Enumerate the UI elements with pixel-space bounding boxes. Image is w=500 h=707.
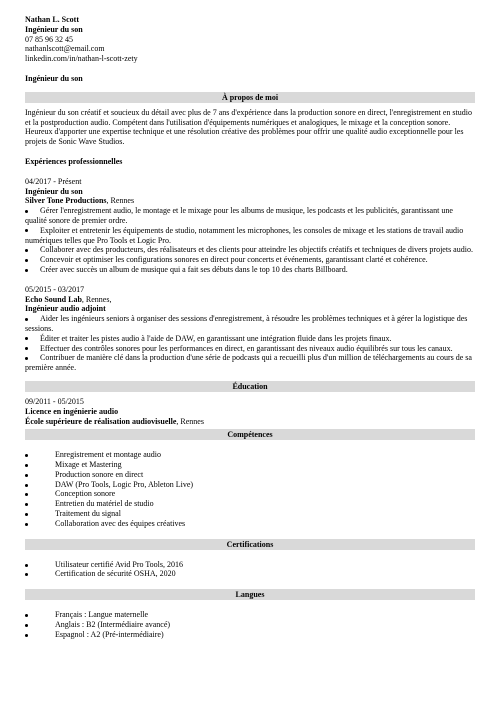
degree-name: Licence en ingénierie audio bbox=[25, 406, 119, 416]
language-item: Anglais : B2 (Intermédiaire avancé) bbox=[25, 620, 475, 630]
skill-item: Production sonore en direct bbox=[25, 470, 475, 480]
section-heading-experience: Expériences professionnelles bbox=[25, 156, 123, 166]
job-entry bbox=[25, 285, 475, 373]
duty-item: Collaborer avec des producteurs, des réalisateurs et des clients pour atteindre les objectifs créatifs et techniques de divers projets audio. bbox=[25, 245, 475, 255]
candidate-job-title: Ingénieur du son bbox=[25, 24, 83, 34]
bullet-icon bbox=[25, 249, 28, 252]
bullet-icon bbox=[25, 337, 28, 340]
duty-item: Concevoir et optimiser les configurations sonores en direct pour concerts et événements, garantissant clarté et cohérence. bbox=[25, 255, 475, 265]
section-heading-certifications: Certifications bbox=[25, 539, 475, 550]
bullet-icon bbox=[25, 474, 28, 477]
job-title: Ingénieur audio adjoint bbox=[25, 304, 106, 314]
duty-item: Exploiter et entretenir les équipements de studio, notamment les microphones, les consoles de mixage et les stations de travail audio numériques telles que Pro Tools et Logic Pro. bbox=[25, 225, 464, 245]
bullet-icon bbox=[25, 357, 28, 360]
duty-item: Contribuer de manière clé dans la production d'une série de podcasts qui a recueilli plus d'un million de téléchargements au cours de sa première année. bbox=[25, 353, 472, 373]
bullet-icon bbox=[25, 573, 28, 576]
bullet-icon bbox=[25, 229, 28, 232]
job-dates: 05/2015 - 03/2017 bbox=[25, 284, 85, 294]
bullet-icon bbox=[25, 493, 28, 496]
job-duties-list bbox=[25, 206, 475, 275]
bullet-icon bbox=[25, 523, 28, 526]
bullet-icon bbox=[25, 347, 28, 350]
contact-header bbox=[25, 15, 475, 64]
company-name: Silver Tone Productions bbox=[25, 196, 107, 206]
job-entry bbox=[25, 177, 475, 275]
education-dates: 09/2011 - 05/2015 bbox=[25, 396, 84, 406]
duty-item: Éditer et traiter les pistes audio à l'aide de DAW, en garantissant une intégration fluide dans les projets finaux. bbox=[25, 334, 475, 344]
bullet-icon bbox=[25, 269, 28, 272]
bullet-icon bbox=[25, 259, 28, 262]
linkedin-url: linkedin.com/in/nathan-l-scott-zety bbox=[25, 54, 138, 64]
certification-item: Utilisateur certifié Avid Pro Tools, 2016 bbox=[25, 560, 475, 570]
bullet-icon bbox=[25, 210, 28, 213]
company-name: Echo Sound Lab bbox=[25, 294, 82, 304]
resume-page bbox=[25, 15, 475, 640]
education-entry bbox=[25, 397, 475, 426]
bullet-icon bbox=[25, 503, 28, 506]
job-duties-list bbox=[25, 314, 475, 373]
languages-list bbox=[25, 610, 475, 639]
headline: Ingénieur du son bbox=[25, 73, 83, 83]
about-paragraph: Ingénieur du son créatif et soucieux du détail avec plus de 7 ans d'expérience dans la production sonore en direct, l'enregistrement en studio et la postproduction audio. Compétent dans l'utilisation d'équipements numériques et analogiques, le mixage et la conception sonore. Heureux d'apporter une expertise technique et une résolution créative des problèmes pour offrir une qualité audio exceptionnelle pour les projets de Sonic Wave Studios. bbox=[25, 107, 472, 147]
duty-item: Effectuer des contrôles sonores pour les performances en direct, en garantissant des niveaux audio équilibrés sur tous les canaux. bbox=[25, 344, 475, 354]
skill-item: Conception sonore bbox=[25, 489, 475, 499]
company-location: , Rennes bbox=[106, 196, 135, 206]
phone-number: 07 85 96 32 45 bbox=[25, 34, 73, 44]
duty-item: Créer avec succès un album de musique qui a fait ses débuts dans le top 10 des charts Billboard. bbox=[25, 265, 475, 275]
skill-item: Collaboration avec des équipes créatives bbox=[25, 519, 475, 529]
section-heading-about: À propos de moi bbox=[25, 92, 475, 103]
skill-item: Traitement du signal bbox=[25, 509, 475, 519]
bullet-icon bbox=[25, 624, 28, 627]
language-item: Espagnol : A2 (Pré-intermédiaire) bbox=[25, 630, 475, 640]
skill-item: Enregistrement et montage audio bbox=[25, 450, 475, 460]
job-title: Ingénieur du son bbox=[25, 186, 83, 196]
bullet-icon bbox=[25, 464, 28, 467]
bullet-icon bbox=[25, 318, 28, 321]
bullet-icon bbox=[25, 634, 28, 637]
skill-item: DAW (Pro Tools, Logic Pro, Ableton Live) bbox=[25, 480, 475, 490]
job-dates: 04/2017 - Présent bbox=[25, 176, 82, 186]
certifications-list bbox=[25, 560, 475, 580]
section-heading-education: Éducation bbox=[25, 381, 475, 392]
email-address: nathanlscott@email.com bbox=[25, 44, 105, 54]
bullet-icon bbox=[25, 614, 28, 617]
candidate-name: Nathan L. Scott bbox=[25, 15, 80, 24]
skill-item: Mixage et Mastering bbox=[25, 460, 475, 470]
language-item: Français : Langue maternelle bbox=[25, 610, 475, 620]
certification-item: Certification de sécurité OSHA, 2020 bbox=[25, 569, 475, 579]
bullet-icon bbox=[25, 564, 28, 567]
section-heading-skills: Compétences bbox=[25, 429, 475, 440]
duty-item: Aider les ingénieurs seniors à organiser des sessions d'enregistrement, à résoudre les problèmes techniques et à gérer la logistique des sessions. bbox=[25, 314, 468, 333]
bullet-icon bbox=[25, 513, 28, 516]
bullet-icon bbox=[25, 484, 28, 487]
school-location: , Rennes bbox=[176, 416, 204, 426]
skill-item: Entretien du matériel de studio bbox=[25, 499, 475, 509]
skills-list bbox=[25, 450, 475, 528]
duty-item: Gérer l'enregistrement audio, le montage et le mixage pour les albums de musique, les podcasts et les publicités, garantissant une qualité sonore de premier ordre. bbox=[25, 206, 453, 225]
bullet-icon bbox=[25, 454, 28, 457]
section-heading-languages: Langues bbox=[25, 589, 475, 600]
company-location: , Rennes, bbox=[81, 294, 112, 304]
school-name: École supérieure de réalisation audiovisuelle bbox=[25, 416, 177, 426]
